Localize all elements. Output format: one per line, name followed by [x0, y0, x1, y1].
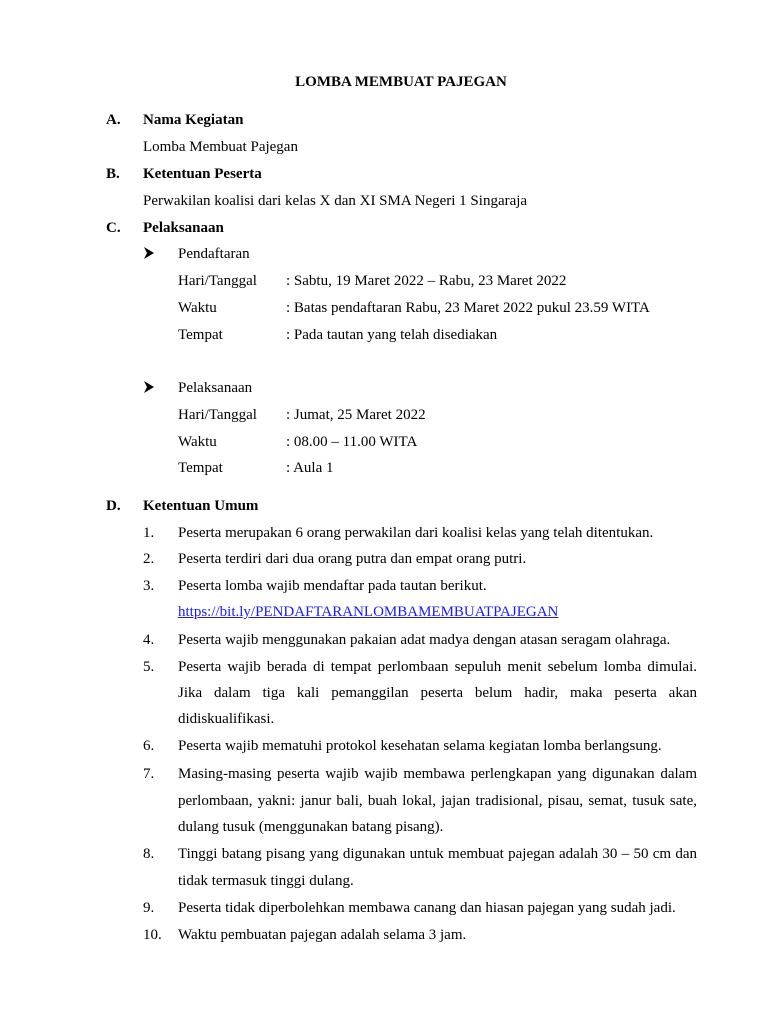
section-a-text: Lomba Membuat Pajegan — [143, 139, 298, 155]
pendaftaran-key: Tempat — [178, 327, 223, 343]
pendaftaran-key: Hari/Tanggal — [178, 273, 257, 289]
pelaksanaan-key: Waktu — [178, 434, 217, 450]
list-item-number: 9. — [143, 900, 155, 916]
pelaksanaan-label: Pelaksanaan — [178, 380, 253, 396]
pendaftaran-value: : Pada tautan yang telah disediakan — [286, 327, 498, 343]
section-c-heading: Pelaksanaan — [143, 220, 224, 236]
section-b-heading: Ketentuan Peserta — [143, 166, 262, 182]
list-item-number: 10. — [143, 927, 162, 943]
pendaftaran-value: : Batas pendaftaran Rabu, 23 Maret 2022 pukul 23.59 WITA — [286, 300, 650, 316]
list-item-text: Jika dalam tiga kali pemanggilan peserta belum hadir, maka peserta akan — [178, 685, 697, 701]
section-a-letter: A. — [106, 112, 121, 128]
list-item-text: dulang tusuk (menggunakan batang pisang). — [178, 819, 444, 835]
section-d-letter: D. — [106, 498, 121, 514]
section-a-heading: Nama Kegiatan — [143, 112, 244, 128]
pelaksanaan-value: : Jumat, 25 Maret 2022 — [286, 407, 426, 423]
list-item-number: 6. — [143, 738, 155, 754]
list-item-text: Tinggi batang pisang yang digunakan untuk membuat pajegan adalah 30 – 50 cm dan — [178, 846, 697, 862]
list-item-text: didiskualifikasi. — [178, 711, 275, 727]
list-item-number: 5. — [143, 659, 155, 675]
document-title: LOMBA MEMBUAT PAJEGAN — [295, 74, 507, 90]
list-item-number: 3. — [143, 578, 155, 594]
arrow-bullet-icon — [143, 246, 155, 264]
list-item-text: Waktu pembuatan pajegan adalah selama 3 jam. — [178, 927, 467, 943]
list-item-text: Peserta wajib mematuhi protokol kesehatan selama kegiatan lomba berlangsung. — [178, 738, 662, 754]
pelaksanaan-value: : Aula 1 — [286, 460, 334, 476]
list-item-text: Peserta tidak diperbolehkan membawa canang dan hiasan pajegan yang sudah jadi. — [178, 900, 676, 916]
pelaksanaan-key: Hari/Tanggal — [178, 407, 257, 423]
section-c-letter: C. — [106, 220, 121, 236]
list-item-number: 7. — [143, 766, 155, 782]
arrow-bullet-icon — [143, 380, 155, 398]
list-item-text: Peserta lomba wajib mendaftar pada tautan berikut. — [178, 578, 487, 594]
list-item-text: Peserta terdiri dari dua orang putra dan empat orang putri. — [178, 551, 527, 567]
section-d-heading: Ketentuan Umum — [143, 498, 259, 514]
list-item-text: Peserta wajib menggunakan pakaian adat madya dengan atasan seragam olahraga. — [178, 632, 671, 648]
list-item-text: Peserta merupakan 6 orang perwakilan dari koalisi kelas yang telah ditentukan. — [178, 525, 654, 541]
list-item-text: perlombaan, yakni: janur bali, buah lokal, jajan tradisional, pisau, semat, tusuk sate, — [178, 793, 697, 809]
section-b-letter: B. — [106, 166, 120, 182]
list-item-number: 1. — [143, 525, 155, 541]
registration-link[interactable]: https://bit.ly/PENDAFTARANLOMBAMEMBUATPAJEGAN — [178, 604, 559, 620]
list-item-number: 8. — [143, 846, 155, 862]
pendaftaran-value: : Sabtu, 19 Maret 2022 – Rabu, 23 Maret 2022 — [286, 273, 567, 289]
pendaftaran-key: Waktu — [178, 300, 217, 316]
pelaksanaan-value: : 08.00 – 11.00 WITA — [286, 434, 418, 450]
pendaftaran-label: Pendaftaran — [178, 246, 250, 262]
list-item-text: Peserta wajib berada di tempat perlombaan sepuluh menit sebelum lomba dimulai. — [178, 659, 697, 675]
list-item-number: 2. — [143, 551, 155, 567]
pelaksanaan-key: Tempat — [178, 460, 223, 476]
list-item-text: Masing-masing peserta wajib wajib membawa perlengkapan yang digunakan dalam — [178, 766, 697, 782]
section-b-text: Perwakilan koalisi dari kelas X dan XI SMA Negeri 1 Singaraja — [143, 193, 528, 209]
list-item-text: tidak termasuk tinggi dulang. — [178, 873, 354, 889]
list-item-number: 4. — [143, 632, 155, 648]
